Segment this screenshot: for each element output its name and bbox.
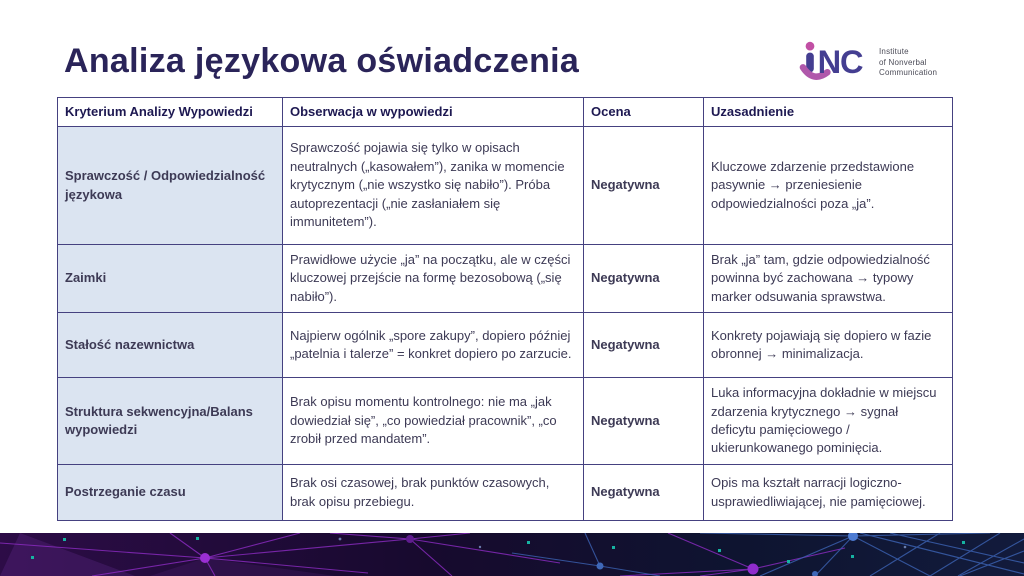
cell-obserwacja: Prawidłowe użycie „ja” na początku, ale w części kluczowej przejście na formę bezosobową („się nabiło”). <box>283 245 584 313</box>
cell-kryterium: Sprawczość / Odpowiedzialność językowa <box>58 127 283 245</box>
page-title: Analiza językowa oświadczenia <box>64 42 580 80</box>
cell-ocena: Negatywna <box>584 465 704 521</box>
table-row <box>58 313 953 378</box>
inc-logo-caption <box>879 47 937 79</box>
inc-logo <box>798 38 937 88</box>
analysis-table <box>57 97 953 521</box>
svg-text:NC: NC <box>817 42 863 80</box>
cell-obserwacja: Brak opisu momentu kontrolnego: nie ma „jak dowiedział się”, „co powiedział pracownik”, „co zrobił przed mandatem”. <box>283 378 584 465</box>
table-row <box>58 245 953 313</box>
cell-obserwacja: Najpierw ogólnik „spore zakupy”, dopiero później „patelnia i talerze” = konkret dopiero po zarzucie. <box>283 313 584 378</box>
cell-kryterium: Struktura sekwencyjna/Balans wypowiedzi <box>58 378 283 465</box>
header-obserwacja: Obserwacja w wypowiedzi <box>283 98 584 127</box>
logo-caption-line: Institute <box>879 46 909 56</box>
cell-kryterium: Stałość nazewnictwa <box>58 313 283 378</box>
cell-kryterium: Zaimki <box>58 245 283 313</box>
cell-ocena: Negatywna <box>584 127 704 245</box>
cell-uzasadnienie: Luka informacyjna dokładnie w miejscu zdarzenia krytycznego → sygnał deficytu pamięciowego / ukierunkowanego pominięcia. <box>704 378 953 465</box>
table-row <box>58 378 953 465</box>
logo-caption-line: Communication <box>879 68 938 78</box>
cell-obserwacja: Brak osi czasowej, brak punktów czasowych, brak opisu przebiegu. <box>283 465 584 521</box>
table-row <box>58 127 953 245</box>
logo-caption-line: of Nonverbal <box>879 57 927 67</box>
cell-ocena: Negatywna <box>584 245 704 313</box>
footer-decoration <box>0 533 1024 576</box>
cell-uzasadnienie: Brak „ja” tam, gdzie odpowiedzialność powinna być zachowana → typowy marker odsuwania sprawstwa. <box>704 245 953 313</box>
header-uzasadnienie: Uzasadnienie <box>704 98 953 127</box>
header-kryterium: Kryterium Analizy Wypowiedzi <box>58 98 283 127</box>
inc-logo-icon <box>798 38 872 88</box>
cell-kryterium: Postrzeganie czasu <box>58 465 283 521</box>
cell-ocena: Negatywna <box>584 378 704 465</box>
cell-uzasadnienie: Konkrety pojawiają się dopiero w fazie obronnej → minimalizacja. <box>704 313 953 378</box>
network-pattern-graphic <box>0 533 1024 576</box>
table-header-row <box>58 98 953 127</box>
cell-uzasadnienie: Opis ma kształt narracji logiczno-usprawiedliwiającej, nie pamięciowej. <box>704 465 953 521</box>
cell-obserwacja: Sprawczość pojawia się tylko w opisach neutralnych („kasowałem”), zanika w momencie krytycznym („nie wszystko się nabiło”). Próba autoprezentacji („nie zasłaniałem się immunitetem”). <box>283 127 584 245</box>
cell-uzasadnienie: Kluczowe zdarzenie przedstawione pasywnie → przeniesienie odpowiedzialności poza „ja”. <box>704 127 953 245</box>
header-ocena: Ocena <box>584 98 704 127</box>
cell-ocena: Negatywna <box>584 313 704 378</box>
table-row <box>58 465 953 521</box>
